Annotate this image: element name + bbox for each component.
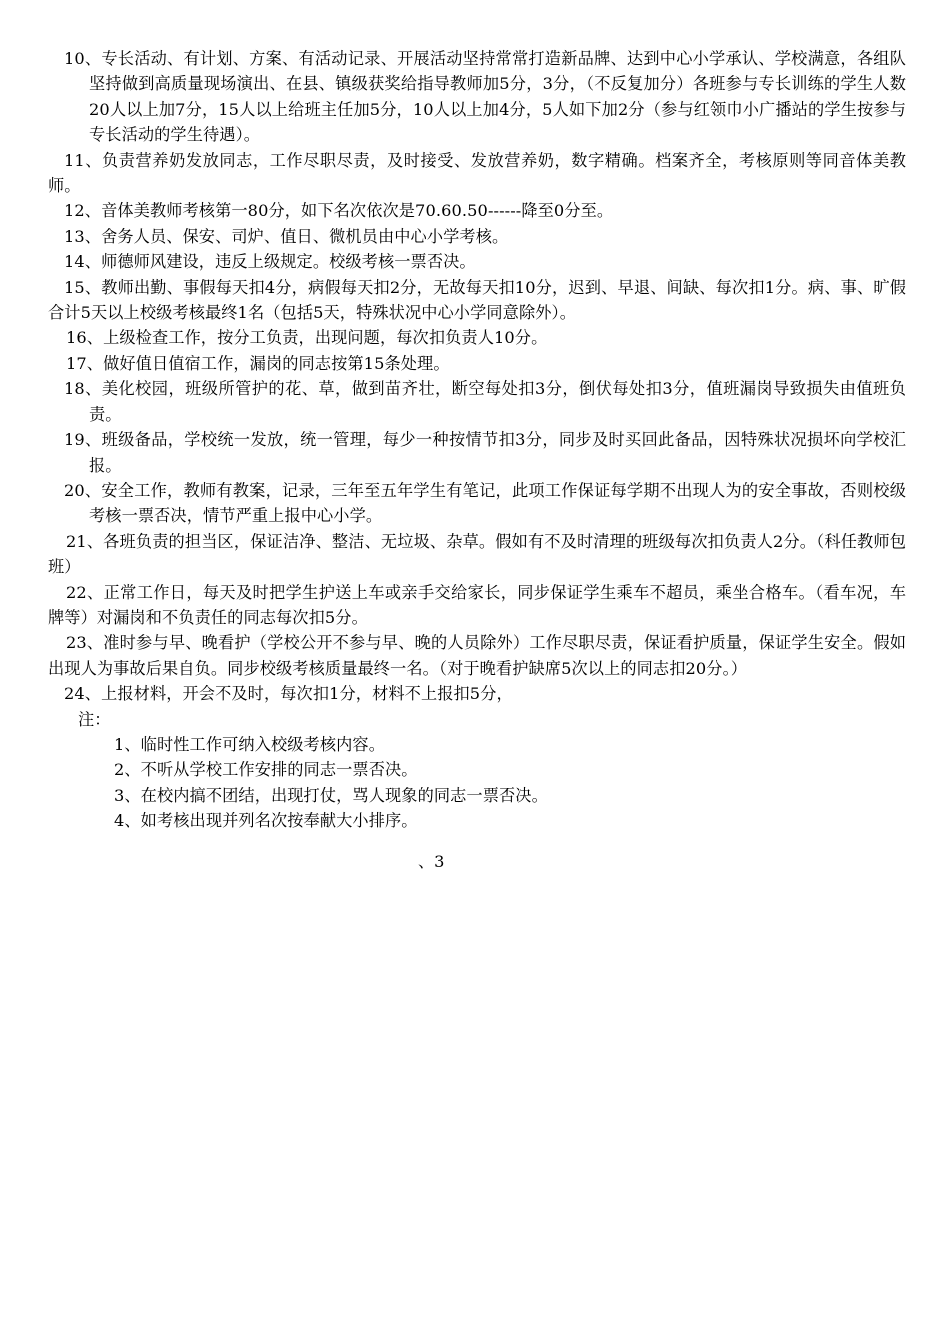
rule-item-18: 18、美化校园，班级所管护的花、草，做到苗齐壮，断空每处扣3分，倒伏每处扣3分，值班漏岗导致损失由值班负责。 xyxy=(64,379,906,424)
note-item: 4、如考核出现并列名次按奉献大小排序。 xyxy=(114,811,418,831)
document-body xyxy=(48,46,906,834)
rule-item-13: 13、舍务人员、保安、司炉、值日、微机员由中心小学考核。 xyxy=(64,226,509,246)
rule-item-20: 20、安全工作，教师有教案，记录，三年至五年学生有笔记，此项工作保证每学期不出现人为的安全事故，否则校级考核一票否决，情节严重上报中心小学。 xyxy=(64,480,906,526)
rule-item-21: 21、各班负责的担当区，保证洁净、整洁、无垃圾、杂草。假如有不及时清理的班级每次扣负责人2分。（科任教师包班） xyxy=(48,531,906,577)
rule-item-17: 17、做好值日值宿工作，漏岗的同志按第15条处理。 xyxy=(66,353,450,373)
rule-item-23: 23、准时参与早、晚看护（学校公开不参与早、晚的人员除外）工作尽职尽责，保证看护质量，保证学生安全。假如出现人为事故后果自负。同步校级考核质量最终一名。（对于晚看护缺席5次以上的同志扣20分。） xyxy=(48,633,906,678)
note-heading: 注： xyxy=(78,709,111,729)
rule-item-10: 10、专长活动、有计划、方案、有活动记录、开展活动坚持常常打造新品牌、达到中心小学承认、学校满意，各组队坚持做到高质量现场演出、在县、镇级获奖给指导教师加5分，3分，（不反复加分）各班参与专长训练的学生人数20人以上加7分，15人以上给班主任加5分，10人以上加4分，5人如下加2分（参与红领巾小广播站的学生按参与专长活动的学生待遇）。 xyxy=(64,49,906,145)
note-item: 3、在校内搞不团结，出现打仗，骂人现象的同志一票否决。 xyxy=(114,785,548,805)
rule-item-14: 14、师德师风建设，违反上级规定。校级考核一票否决。 xyxy=(64,252,476,272)
rule-item-11: 11、负责营养奶发放同志，工作尽职尽责，及时接受、发放营养奶，数字精确。档案齐全，考核原则等同音体美教师。 xyxy=(48,150,906,196)
rule-item-24: 24、上报材料，开会不及时，每次扣1分，材料不上报扣5分， xyxy=(64,684,513,704)
note-item: 2、不听从学校工作安排的同志一票否决。 xyxy=(114,760,418,780)
rule-item-19: 19、班级备品，学校统一发放，统一管理，每少一种按情节扣3分，同步及时买回此备品，因特殊状况损坏向学校汇报。 xyxy=(64,430,906,475)
rule-item-22: 22、正常工作日，每天及时把学生护送上车或亲手交给家长，同步保证学生乘车不超员，乘坐合格车。（看车况，车牌等）对漏岗和不负责任的同志每次扣5分。 xyxy=(48,582,906,627)
rule-item-15: 15、教师出勤、事假每天扣4分，病假每天扣2分，无故每天扣10分，迟到、早退、间缺、每次扣1分。病、事、旷假合计5天以上校级考核最终1名（包括5天，特殊状况中心小学同意除外）。 xyxy=(48,277,906,323)
rule-item-12: 12、音体美教师考核第一80分，如下名次依次是70.60.50------降至0分至。 xyxy=(64,201,614,221)
rule-item-16: 16、上级检查工作，按分工负责，出现问题，每次扣负责人10分。 xyxy=(66,328,548,348)
page-number: 、3 xyxy=(418,852,445,871)
note-item: 1、临时性工作可纳入校级考核内容。 xyxy=(114,734,385,754)
